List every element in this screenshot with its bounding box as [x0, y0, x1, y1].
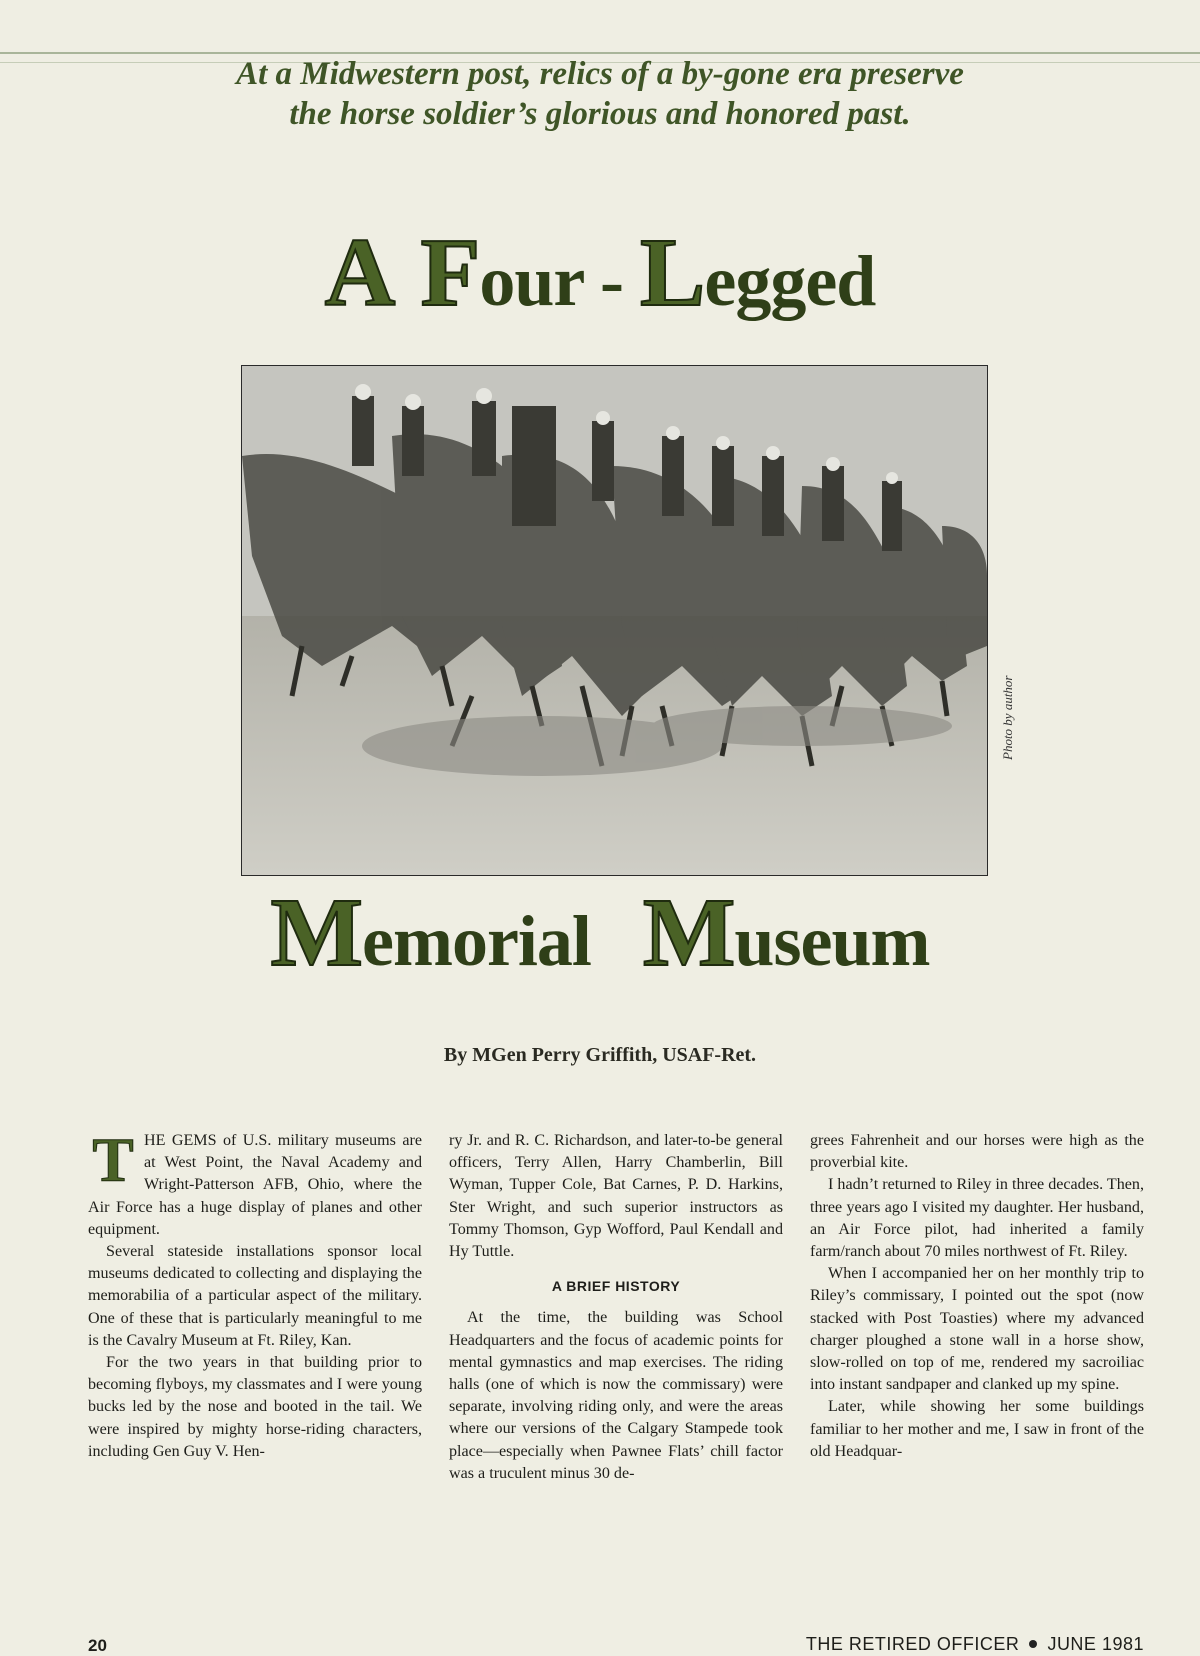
- deck-line-2: the horse soldier’s glorious and honored past.: [289, 96, 911, 132]
- paragraph: THE GEMS of U.S. military museums are at West Point, the Naval Academy and Wright-Patterson AFB, Ohio, where the Air Force has a huge display of planes and other equipment.: [88, 1127, 422, 1238]
- cavalry-illustration: [242, 366, 987, 875]
- title-word-egged: egged: [704, 241, 876, 321]
- drop-cap: T: [92, 1127, 134, 1195]
- paragraph: grees Fahrenheit and our horses were high as the proverbial kite.: [810, 1132, 1144, 1172]
- column-2: [449, 1130, 783, 1485]
- article-deck: [100, 54, 1100, 134]
- paragraph: When I accompanied her on her monthly trip to Riley’s commissary, I pointed out the spot (now stacked with Post Toasties) where my advanced charger ploughed a stone wall in a horse show, slow-rolled on top of me, rendered my sacroiliac into instant sandpaper and clanked up my spine.: [810, 1265, 1144, 1394]
- column-1: [88, 1127, 422, 1463]
- issue-date: JUNE 1981: [1047, 1634, 1144, 1654]
- subhead: A BRIEF HISTORY: [551, 1278, 681, 1295]
- title-dash: -: [583, 241, 640, 321]
- title-line-1: [0, 219, 1200, 327]
- paragraph: I hadn’t returned to Riley in three decades. Then, three years ago I visited my daughter. Her husband, an Air Force pilot, had inherited a family farm/ranch about 70 miles northwest of Ft. Riley.: [810, 1176, 1144, 1261]
- title-cap-a: A: [324, 219, 395, 327]
- title-cap-f: F: [420, 219, 480, 327]
- article-body: [88, 1127, 1144, 1590]
- cavalry-photo: [241, 365, 988, 876]
- title-word-emorial: emorial: [362, 901, 591, 981]
- title-cap-l: L: [640, 219, 705, 327]
- photo-credit: Photo by author: [1000, 675, 1015, 760]
- title-cap-m2: M: [642, 879, 735, 987]
- bullet-icon: [1029, 1640, 1037, 1648]
- deck-line-1: At a Midwestern post, relics of a by-gone era preserve: [236, 56, 964, 92]
- page-number: 20: [88, 1636, 107, 1655]
- paragraph: ry Jr. and R. C. Richardson, and later-to-be general officers, Terry Allen, Harry Chamberlin, Bill Wyman, Tupper Cole, Bat Carnes, P. D. Harkins, Ster Wright, and such superior instructors as Tommy Thomson, Gyp Wofford, Paul Kendall and Hy Tuttle.: [449, 1132, 783, 1261]
- byline: By MGen Perry Griffith, USAF-Ret.: [443, 1044, 757, 1066]
- paragraph: For the two years in that building prior to becoming flyboys, my classmates and I were young bucks led by the nose and booted in the tail. We were inspired by mighty horse-riding characters, including Gen Guy V. Hen-: [88, 1354, 422, 1460]
- paragraph: At the time, the building was School Headquarters and the focus of academic points for mental gymnastics and map exercises. The riding halls (one of which is now the commissary) were separate, involving riding only, and were the areas where our versions of the Calgary Stampede took place—especially when Pawnee Flats’ chill factor was a truculent minus 30 de-: [449, 1309, 783, 1482]
- title-word-our: our: [479, 241, 584, 321]
- paragraph: Later, while showing her some buildings familiar to her mother and me, I saw in front of the old Headquar-: [810, 1398, 1144, 1460]
- title-word-useum: useum: [734, 901, 930, 981]
- title-line-2: [0, 879, 1200, 989]
- publication-name: THE RETIRED OFFICER: [805, 1634, 1020, 1654]
- title-cap-m1: M: [270, 879, 363, 987]
- paragraph: Several stateside installations sponsor local museums dedicated to collecting and displaying the memorabilia of a particular aspect of the military. One of these that is particularly meaningful to me is the Cavalry Museum at Ft. Riley, Kan.: [88, 1243, 422, 1349]
- running-footer: [806, 1634, 1144, 1655]
- column-3: [810, 1130, 1144, 1463]
